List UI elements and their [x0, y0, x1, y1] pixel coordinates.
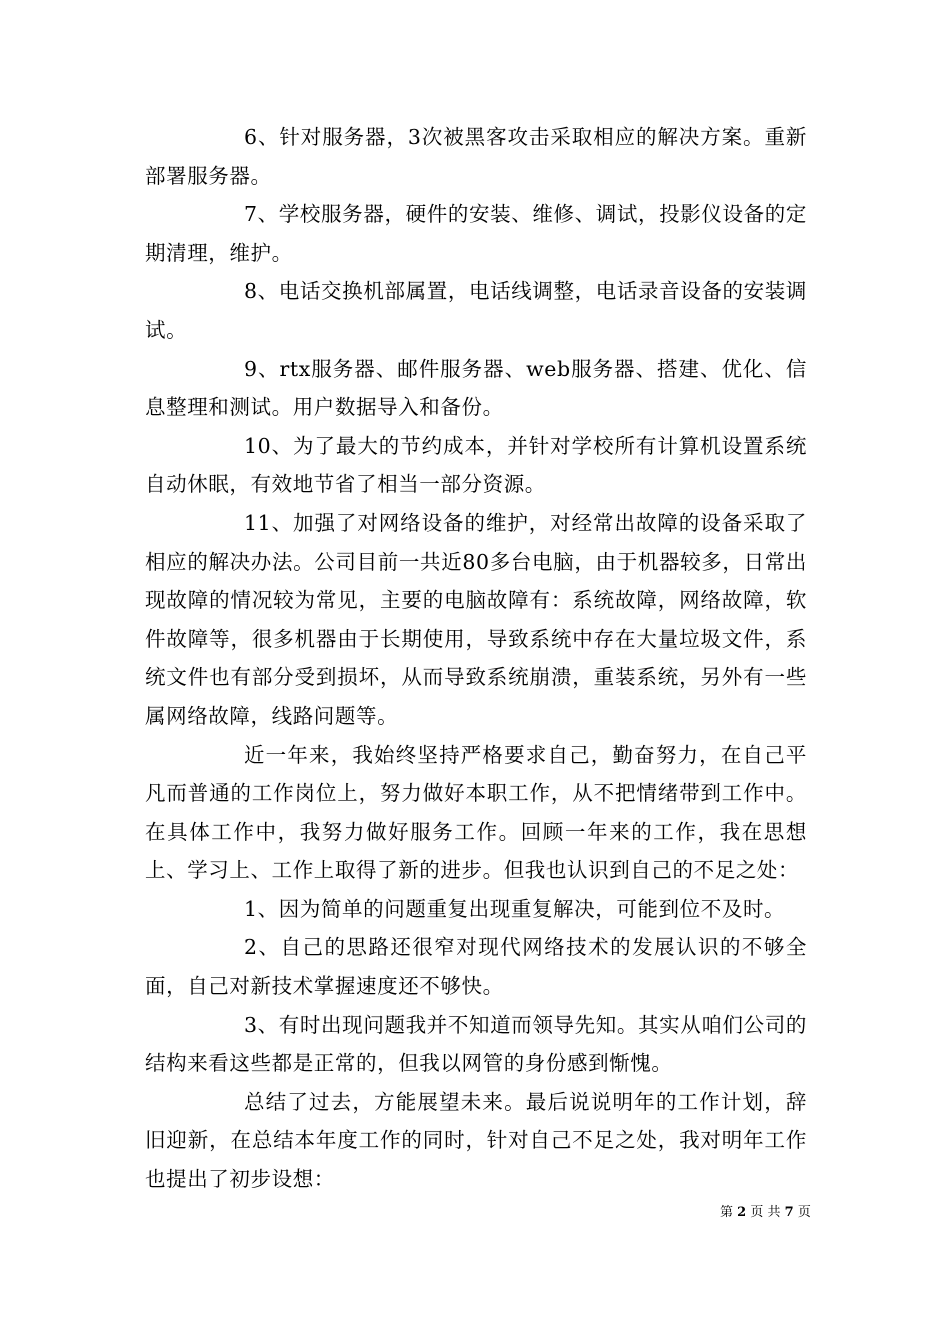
paragraph: 1、因为简单的问题重复出现重复解决，可能到位不及时。	[244, 896, 786, 921]
page-number-footer	[720, 1201, 811, 1220]
paragraph: 11、加强了对网络设备的维护，对经常出故障的设备采取了相应的解决办法。公司目前一共近80多台电脑，由于机器较多，日常出现故障的情况较为常见，主要的电脑故障有：系统故障，网络故障，软件故障等，很多机器由于长期使用，导致系统中存在大量垃圾文件，系统文件也有部分受到损坏，从而导致系统崩溃，重装系统，另外有一些属网络故障，线路问题等。	[145, 510, 807, 728]
paragraph: 2、自己的思路还很窄对现代网络技术的发展认识的不够全面，自己对新技术掌握速度还不够快。	[145, 935, 807, 999]
paragraph: 10、为了最大的节约成本，并针对学校所有计算机设置系统自动休眠，有效地节省了相当一部分资源。	[145, 433, 807, 497]
document-body	[145, 118, 807, 1199]
paragraph: 6、针对服务器，3次被黑客攻击采取相应的解决方案。重新部署服务器。	[145, 125, 807, 188]
footer-prefix: 第	[720, 1205, 734, 1220]
paragraph: 总结了过去，方能展望未来。最后说说明年的工作计划，辞旧迎新，在总结本年度工作的同时，针对自己不足之处，我对明年工作也提出了初步设想：	[145, 1089, 807, 1192]
paragraph: 8、电话交换机部属置，电话线调整，电话录音设备的安装调试。	[145, 279, 807, 342]
paragraph: 近一年来，我始终坚持严格要求自己，勤奋努力，在自己平凡而普通的工作岗位上，努力做好本职工作，从不把情绪带到工作中。在具体工作中，我努力做好服务工作。回顾一年来的工作，我在思想上、学习上、工作上取得了新的进步。但我也认识到自己的不足之处：	[145, 742, 807, 883]
footer-suffix: 页	[797, 1205, 811, 1220]
paragraph: 9、rtx服务器、邮件服务器、web服务器、搭建、优化、信息整理和测试。用户数据导入和备份。	[145, 356, 807, 420]
paragraph: 7、学校服务器，硬件的安装、维修、调试，投影仪设备的定期清理，维护。	[145, 202, 807, 265]
footer-middle: 页 共	[750, 1205, 781, 1220]
paragraph: 3、有时出现问题我并不知道而领导先知。其实从咱们公司的结构来看这些都是正常的，但我以网管的身份感到惭愧。	[145, 1012, 807, 1076]
current-page-number: 2	[737, 1205, 747, 1220]
total-pages-number: 7	[784, 1205, 794, 1220]
